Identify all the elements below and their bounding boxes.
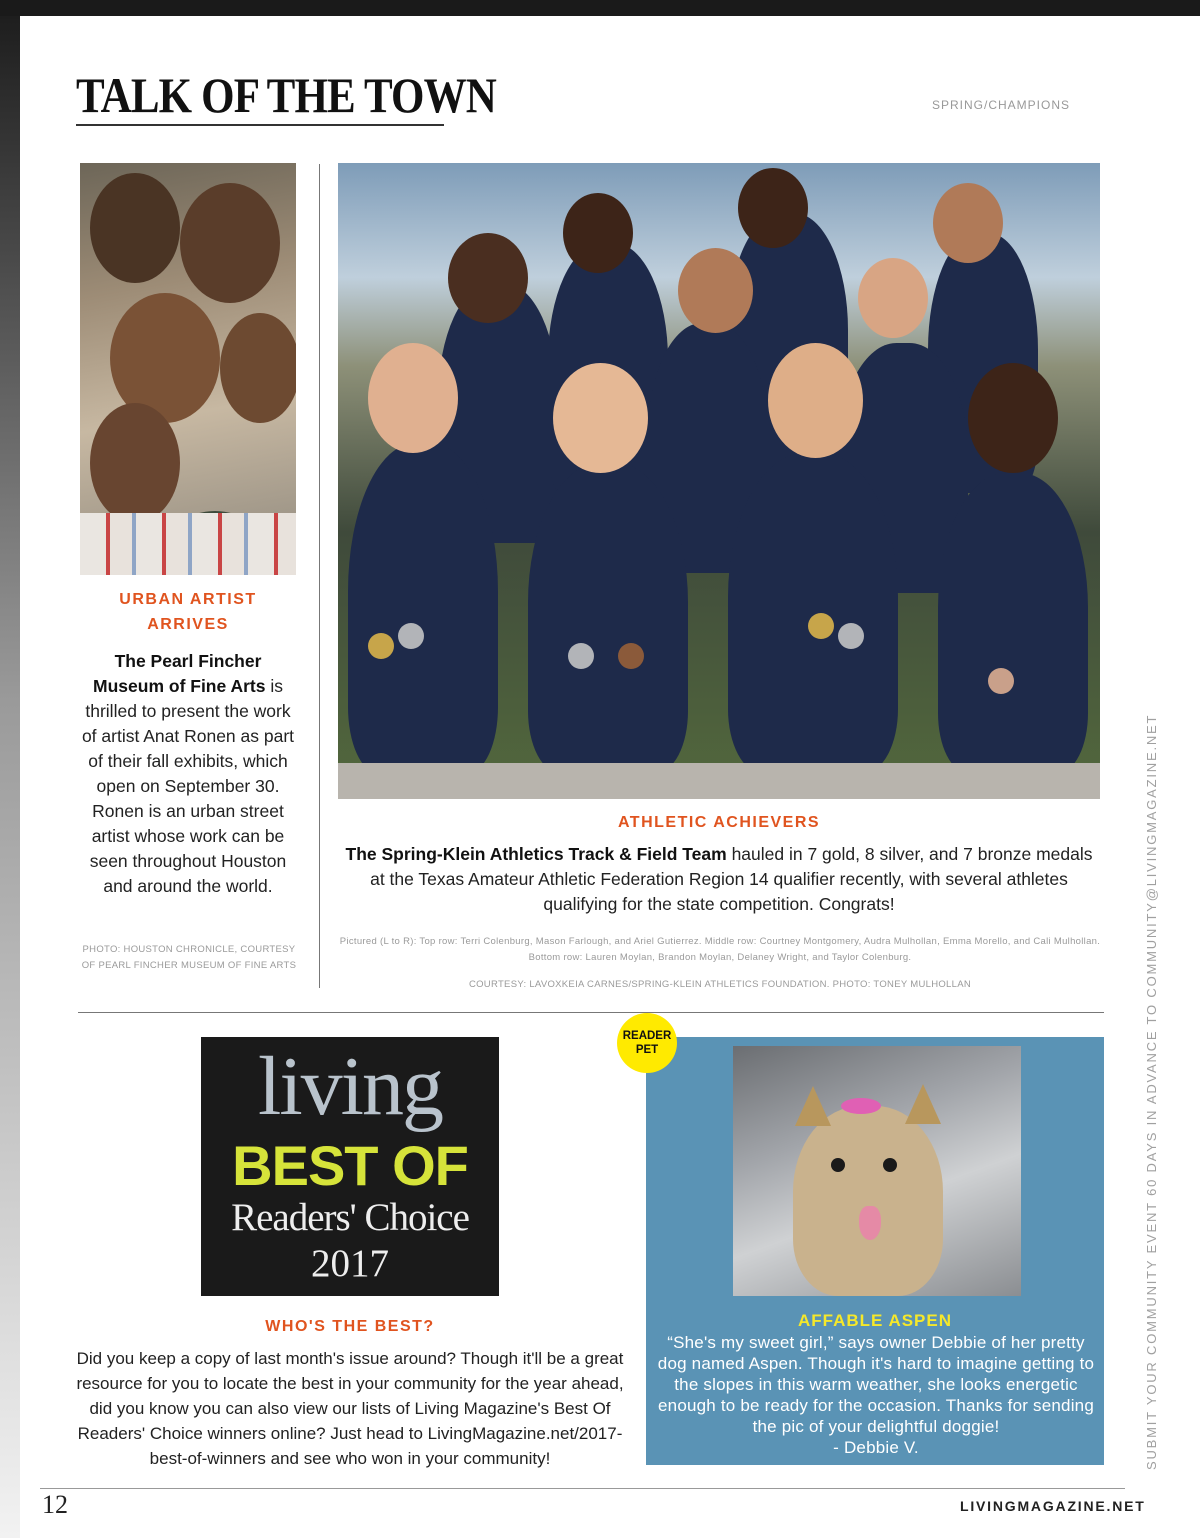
page-number: 12 — [42, 1490, 68, 1519]
athletic-kicker: ATHLETIC ACHIEVERS — [617, 814, 821, 831]
urban-artist-credit: PHOTO: HOUSTON CHRONICLE, COURTESY OF PEARL FINCHER MUSEUM OF FINE ARTS — [81, 944, 297, 971]
athletic-text: hauled in 7 gold, 8 silver, and 7 bronze medals at the Texas Amateur Athletic Federation Region 14 qualifier recently, with several athletes qualifying for the state competition. Congrats! — [370, 844, 1093, 914]
badge-line: PET — [635, 1044, 659, 1056]
logo-word-readers-choice: Readers' Choice — [231, 1196, 469, 1239]
best-of-body: Did you keep a copy of last month's issue around? Though it'll be a great resource for you to locate the best in your community for the year ahead, did you know you can also view our lists of Living Magazine's Best Of Readers' Choice winners online? Just head to LivingMagazine.net/2017-best-of-winners and see who won in your community! — [76, 1349, 624, 1468]
mural-photo — [80, 163, 296, 575]
submission-note: SUBMIT YOUR COMMUNITY EVENT 60 DAYS IN ADVANCE TO COMMUNITY@LIVINGMAGAZINE.NET — [1144, 713, 1159, 1470]
pet-text: “She's my sweet girl,” says owner Debbie of her pretty dog named Aspen. Though it's hard to imagine getting to the slopes in this warm weather, she looks energetic enough to be ready for the occasion. Thanks for sending the pic of your delightful doggie! — [657, 1333, 1095, 1436]
museum-name: The Pearl Fincher Museum of Fine Arts — [93, 651, 266, 696]
best-of-logo — [201, 1037, 499, 1296]
top-bar — [0, 0, 1200, 16]
dog-photo — [733, 1046, 1021, 1296]
page-title: TALK OF THE TOWN — [76, 67, 496, 123]
column-divider — [319, 164, 320, 988]
best-of-kicker: WHO'S THE BEST? — [265, 1318, 435, 1335]
urban-artist-text: is thrilled to present the work of artist Anat Ronen as part of their fall exhibits, which open on September 30. Ronen is an urban street artist whose work can be seen throughout Houston and around the world. — [81, 676, 295, 896]
reader-pet-badge — [617, 1013, 677, 1073]
urban-artist-body — [78, 649, 298, 899]
title-underline — [76, 124, 444, 126]
pet-kicker: AFFABLE ASPEN — [797, 1311, 953, 1330]
athletic-credit: COURTESY: LAVOXKEIA CARNES/SPRING-KLEIN ATHLETICS FOUNDATION. PHOTO: TONEY MULHOLLAN — [468, 979, 972, 990]
paint-cans — [80, 513, 296, 575]
team-photo — [338, 163, 1100, 799]
athletic-caption: Pictured (L to R): Top row: Terri Colenburg, Mason Farlough, and Ariel Gutierrez. Middle row: Courtney Montgomery, Audra Mulhollan, Emma Morello, and Cali Mulhollan. Bottom row: Lauren Moylan, Brandon Moylan, Delaney Wright, and Taylor Colenburg. — [339, 936, 1101, 963]
section-tag: SPRING/CHAMPIONS — [932, 98, 1071, 112]
logo-word-living: living — [257, 1040, 442, 1133]
badge-line: READER — [622, 1030, 672, 1042]
logo-year: 2017 — [311, 1242, 389, 1285]
kicker-line: URBAN ARTIST — [119, 591, 257, 608]
kicker-line: ARRIVES — [147, 616, 229, 633]
urban-artist-kicker — [80, 587, 296, 637]
team-name: The Spring-Klein Athletics Track & Field Team — [345, 844, 727, 864]
logo-word-best-of: BEST OF — [232, 1134, 468, 1197]
row-divider — [78, 1012, 1104, 1013]
pet-body — [656, 1332, 1096, 1458]
footer-rule — [40, 1488, 1125, 1489]
site-url[interactable]: LIVINGMAGAZINE.NET — [960, 1498, 1146, 1514]
pet-signature: - Debbie V. — [833, 1438, 919, 1457]
left-edge-gradient — [0, 16, 20, 1538]
athletic-body — [340, 842, 1098, 917]
